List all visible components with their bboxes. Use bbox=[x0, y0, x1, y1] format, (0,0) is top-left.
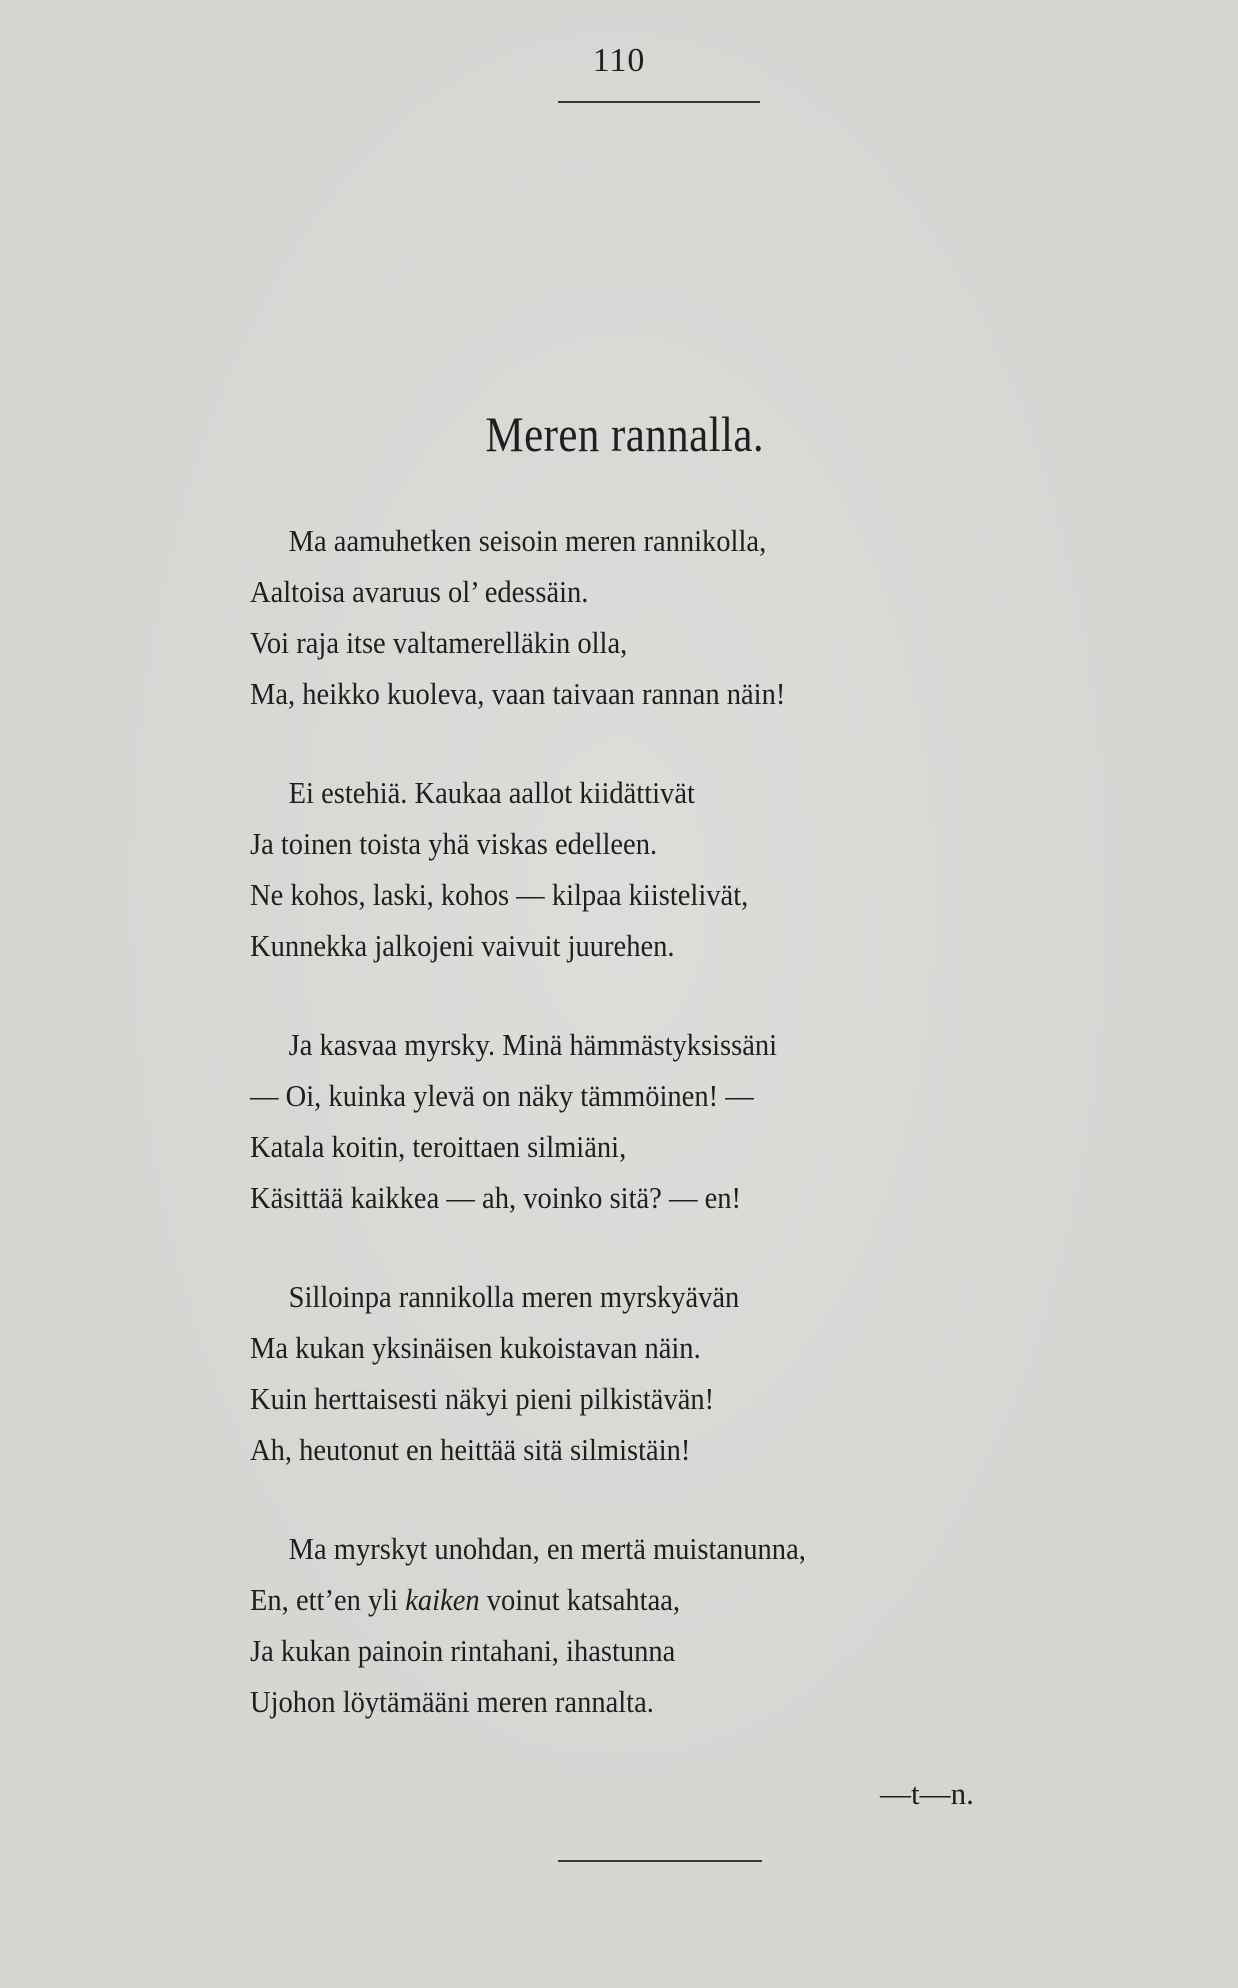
poem-line: Ja toinen toista yhä viskas edelleen. bbox=[250, 826, 658, 861]
poem-line: Ja kasvaa myrsky. Minä hämmästyksissäni bbox=[288, 1027, 778, 1062]
poem-line: Ma aamuhetken seisoin meren rannikolla, bbox=[288, 523, 767, 558]
poem-line: Katala koitin, teroittaen silmiäni, bbox=[250, 1129, 627, 1164]
poem-line: Voi raja itse valtamerelläkin olla, bbox=[250, 625, 628, 660]
page-number: 110 bbox=[592, 42, 646, 79]
poem-line: Kuin herttaisesti näkyi pieni pilkistävän! bbox=[250, 1381, 715, 1416]
poem-line: Ma kukan yksinäisen kukoistavan näin. bbox=[250, 1330, 701, 1365]
poem-line: Aaltoisa avaruus ol’ edessäin. bbox=[250, 574, 589, 609]
poem-line: Ma, heikko kuoleva, vaan taivaan rannan näin! bbox=[250, 676, 786, 711]
stanza-3 bbox=[250, 1019, 1050, 1223]
poem-line: Ja kukan painoin rintahani, ihastunna bbox=[250, 1633, 676, 1668]
header-rule bbox=[558, 101, 760, 103]
poem-line: Ma myrskyt unohdan, en mertä muistanunna, bbox=[288, 1531, 806, 1566]
poem-title: Meren rannalla. bbox=[485, 406, 765, 462]
poem-line: Ujohon löytämääni meren rannalta. bbox=[250, 1684, 654, 1719]
poem-line: Silloinpa rannikolla meren myrskyävän bbox=[288, 1279, 740, 1314]
poem-line: Käsittää kaikkea — ah, voinko sitä? — en! bbox=[250, 1180, 742, 1215]
poem-line bbox=[250, 1574, 986, 1625]
poem-line: Ah, heutonut en heittää sitä silmistäin! bbox=[250, 1432, 691, 1467]
stanza-4 bbox=[250, 1271, 1050, 1475]
emphasized-word: kaiken bbox=[405, 1582, 480, 1617]
poem-body bbox=[250, 515, 1050, 1775]
stanza-1 bbox=[250, 515, 1050, 719]
poem-line: Kunnekka jalkojeni vaivuit juurehen. bbox=[250, 928, 675, 963]
stanza-5 bbox=[250, 1523, 1050, 1727]
line-text: voinut katsahtaa, bbox=[479, 1582, 681, 1617]
author-signature: —t—n. bbox=[880, 1776, 974, 1811]
stanza-2 bbox=[250, 767, 1050, 971]
line-text: En, ett’en yli bbox=[250, 1582, 406, 1617]
footer-rule bbox=[558, 1860, 762, 1862]
poem-line: Ei estehiä. Kaukaa aallot kiidättivät bbox=[288, 775, 695, 810]
poem-line: Ne kohos, laski, kohos — kilpaa kiistelivät, bbox=[250, 877, 749, 912]
poem-line: — Oi, kuinka ylevä on näky tämmöinen! — bbox=[250, 1078, 754, 1113]
